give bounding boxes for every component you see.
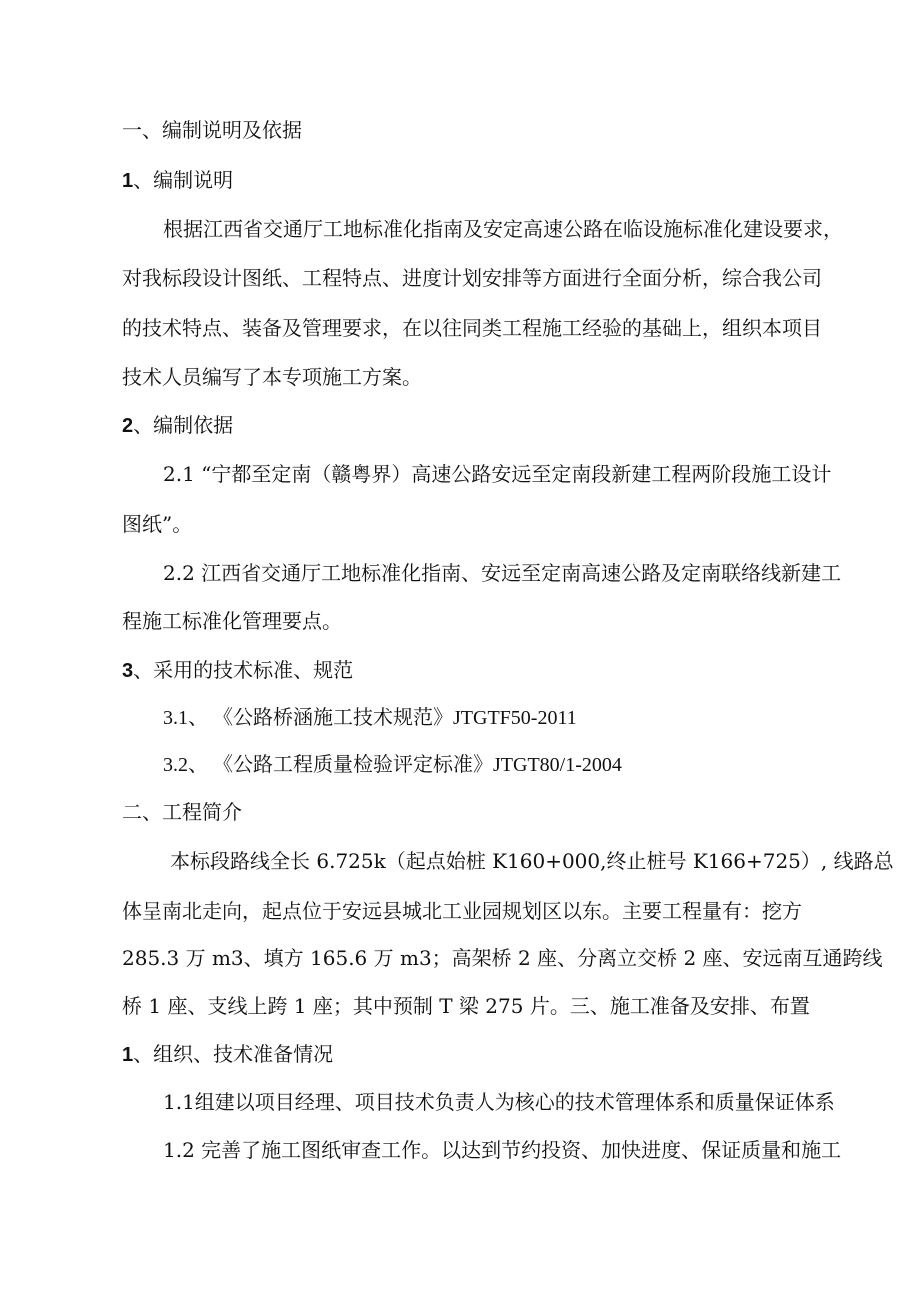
paragraph-text: 对我标段设计图纸、工程特点、进度计划安排等方面进行全面分析，综合我公司 (122, 266, 822, 290)
paragraph-text: 2.2 江西省交通厅工地标准化指南、安远至定南高速公路及定南联络线新建工 (163, 561, 842, 585)
paragraph-text: 的技术特点、装备及管理要求，在以往同类工程施工经验的基础上，组织本项目 (122, 316, 822, 340)
paragraph-text: 程施工标准化管理要点。 (122, 609, 342, 633)
heading-number: 1 (122, 1044, 134, 1066)
paragraph-text: 根据江西省交通厅工地标准化指南及安定高速公路在临设施标准化建设要求， (163, 217, 843, 241)
heading-number: 3 (122, 660, 134, 682)
reference-text: 3.1、 《公路桥涵施工技术规范》JTGTF50-2011 (163, 707, 577, 729)
paragraph-text: 图纸”。 (122, 512, 193, 536)
reference-text: 3.2、 《公路工程质量检验评定标准》JTGT80/1-2004 (163, 754, 622, 776)
heading-text: 、编制依据 (133, 413, 234, 437)
paragraph-text: 技术人员编写了本专项施工方案。 (122, 365, 422, 389)
heading-text: 、编制说明 (133, 168, 234, 192)
paragraph-text: 2.1 “宁都至定南（赣粤界）高速公路安远至定南段新建工程两阶段施工设计 (163, 462, 832, 486)
heading-number: 2 (122, 415, 134, 437)
heading-text: 、采用的技术标准、规范 (133, 658, 354, 682)
paragraph-text: 1.2 完善了施工图纸审查工作。以达到节约投资、加快进度、保证质量和施工 (163, 1138, 842, 1162)
paragraph-text: 285.3 万 m3、填方 165.6 万 m3；高架桥 2 座、分离立交桥 2 座、安远南互通跨线 (122, 946, 883, 970)
heading-text: 一、编制说明及依据 (122, 118, 302, 142)
paragraph-text: 1.1组建以项目经理、项目技术负责人为核心的技术管理体系和质量保证体系 (163, 1090, 835, 1114)
heading-text: 、组织、技术准备情况 (133, 1042, 334, 1066)
paragraph-text: 桥 1 座、支线上跨 1 座；其中预制 T 梁 275 片。三、施工准备及安排、布置 (122, 994, 810, 1018)
heading-text: 二、工程简介 (122, 800, 242, 824)
paragraph-text: 体呈南北走向，起点位于安远县城北工业园规划区以东。主要工程量有：挖方 (122, 899, 802, 923)
paragraph-text: 本标段路线全长 6.725k（起点始桩 K160+000,终止桩号 K166+725）, 线路总 (170, 849, 894, 873)
heading-number: 1 (122, 170, 134, 192)
